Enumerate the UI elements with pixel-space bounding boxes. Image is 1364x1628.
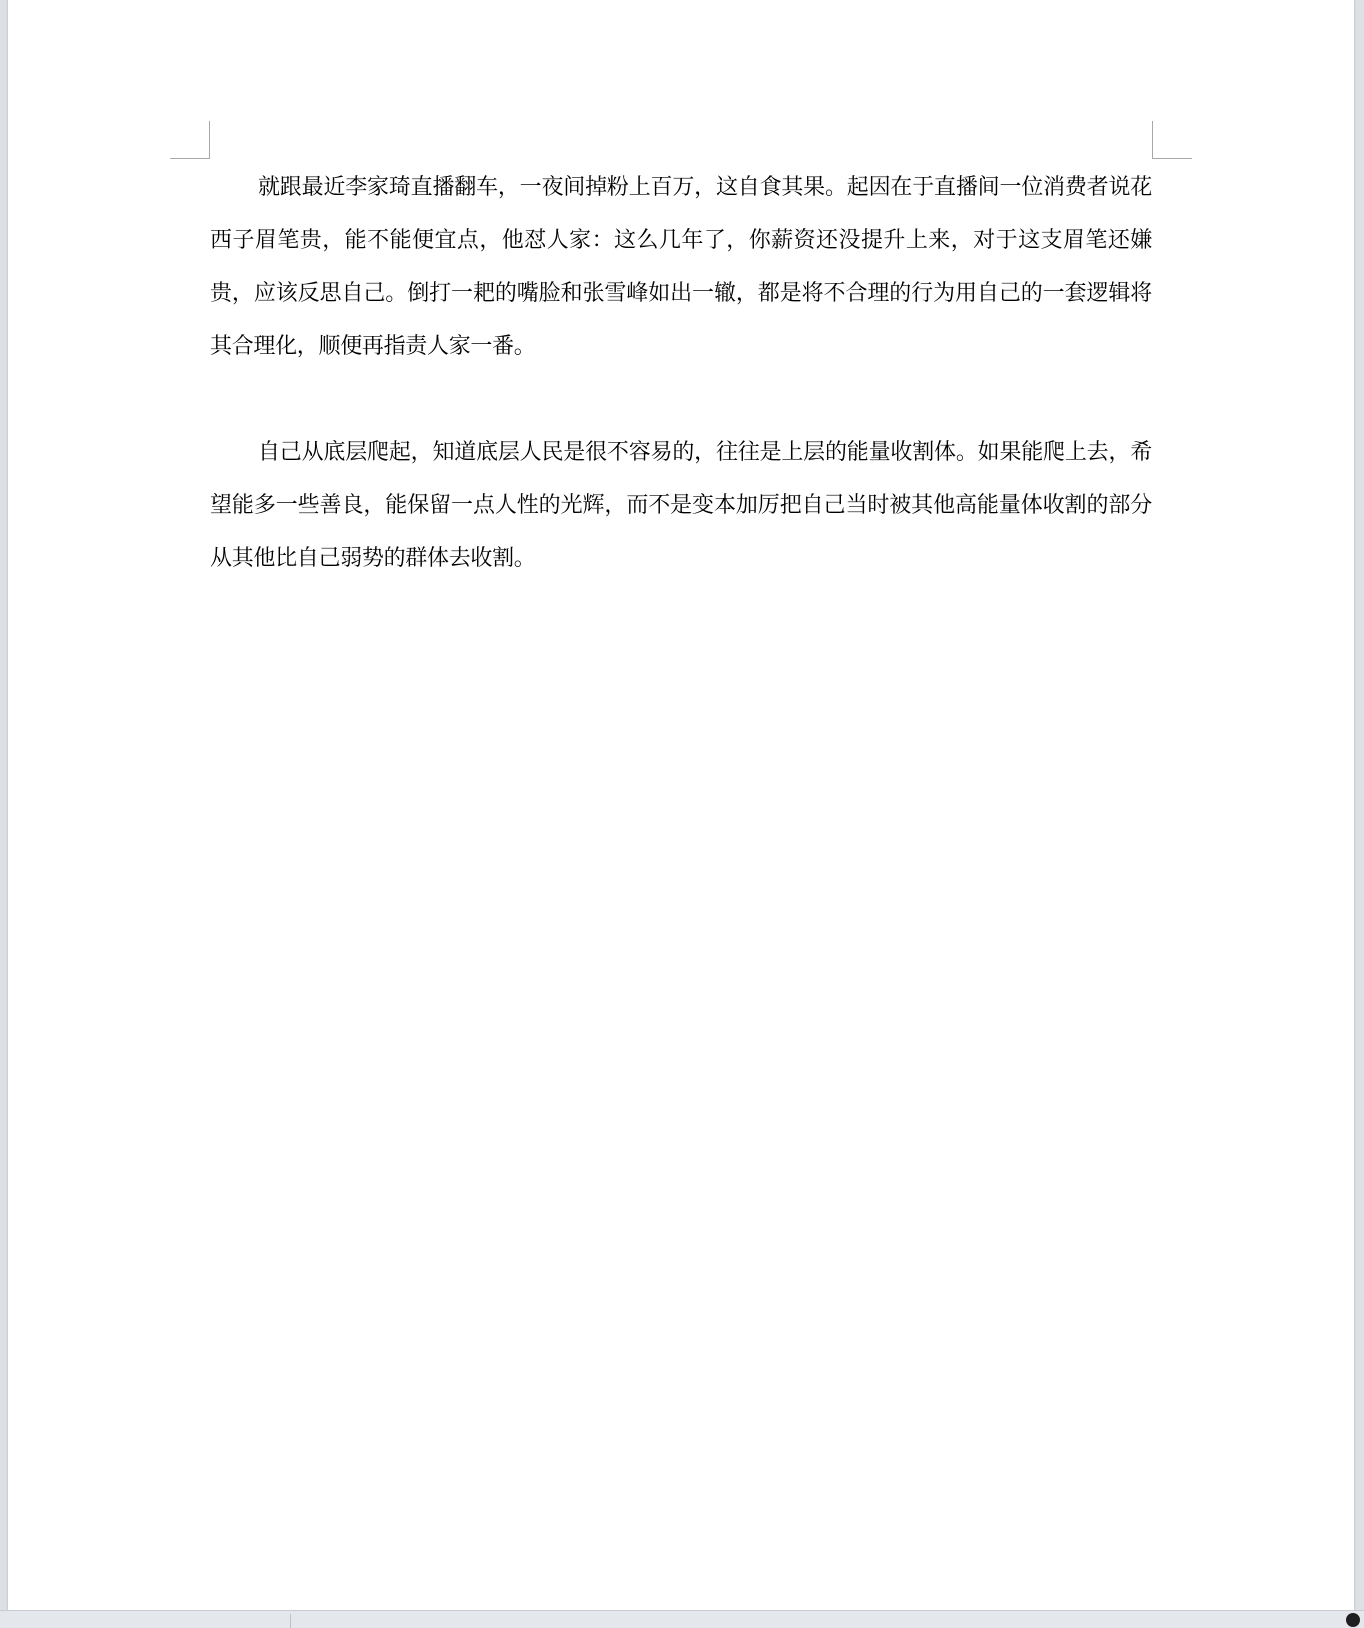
document-page[interactable] <box>8 0 1354 1610</box>
paragraph-spacer <box>210 373 1152 426</box>
top-left-margin-mark <box>170 121 210 159</box>
paragraph-2[interactable]: 自己从底层爬起，知道底层人民是很不容易的，往往是上层的能量收割体。如果能爬上去，希望能多一些善良，能保留一点人性的光辉，而不是变本加厉把自己当时被其他高能量体收割的部分从其他比自己弱势的群体去收割。 <box>210 440 1152 571</box>
status-corner-icon[interactable] <box>1346 1613 1360 1627</box>
paragraph-1[interactable]: 就跟最近李家琦直播翻车，一夜间掉粉上百万，这自食其果。起因在于直播间一位消费者说花西子眉笔贵，能不能便宜点，他怼人家：这么几年了，你薪资还没提升上来，对于这支眉笔还嫌贵，应该反思自己。倒打一耙的嘴脸和张雪峰如出一辙，都是将不合理的行为用自己的一套逻辑将其合理化，顺便再指责人家一番。 <box>210 175 1152 359</box>
status-bar <box>0 1610 1364 1628</box>
document-body[interactable] <box>210 161 1152 585</box>
status-divider <box>290 1614 291 1628</box>
top-right-margin-mark <box>1152 121 1192 159</box>
